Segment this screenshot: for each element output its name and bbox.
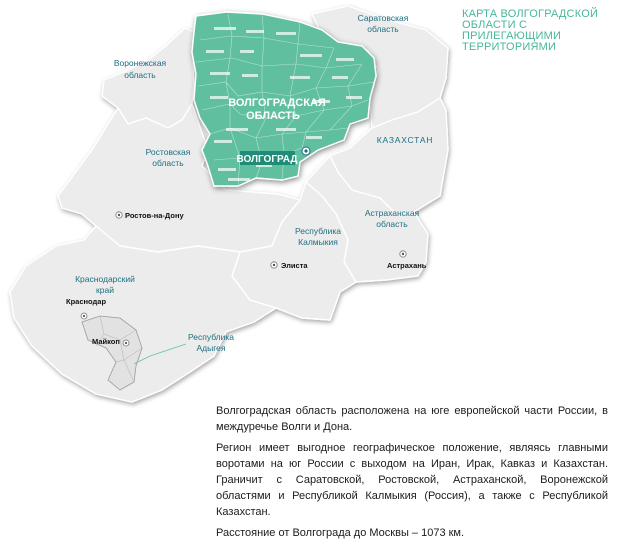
city-marker-astrakhan-icon[interactable] [400,251,406,257]
saratov-label-line2: область [367,24,399,34]
city-marker-krasnodar-icon[interactable] [81,313,87,319]
map-title-line3: ТЕРРИТОРИЯМИ [462,41,557,53]
krasnodar-label-line2: край [96,285,114,295]
voronezh-label-line2: область [124,70,156,80]
city-marker-elista-icon[interactable] [271,262,277,268]
kalmykia-label-line1: Республика [294,226,342,236]
city-label-krasnodar: Краснодар [66,297,107,306]
krasnodar-label-line1: Краснодарский [75,274,135,284]
city-label-rostov: Ростов-на-Дону [125,211,184,220]
description-paragraph-1: Волгоградская область расположена на юге европейской части России, в междуречье Волги и Дона. [216,405,608,433]
astrakhan-label-line1: Астраханская [364,208,420,218]
adygea-label-line1: Республика [187,332,235,342]
city-label-maykop: Майкоп [92,337,120,346]
city-marker-maykop-icon[interactable] [123,340,129,346]
kazakhstan-label: КАЗАХСТАН [376,135,434,145]
city-label-astrakhan: Астрахань [387,261,427,270]
map-title-line2: ОБЛАСТИ С ПРИЛЕГАЮЩИМИ [462,19,562,42]
saratov-label-line1: Саратовская [357,13,409,23]
capital-marker-icon[interactable] [302,147,310,155]
voronezh-label-line1: Воронежская [113,58,167,68]
rostov-label-line1: Ростовская [145,147,191,157]
city-marker-rostov-icon[interactable] [116,212,122,218]
volgograd-region-label-line2: ОБЛАСТЬ [246,110,300,122]
adygea-label-line2: Адыгея [196,343,226,353]
city-label-elista: Элиста [281,261,308,270]
capital-label: ВОЛГОГРАД [236,154,298,165]
description-paragraph-2: Регион имеет выгодное географическое положение, являясь главными воротами на юг России с выходом на Иран, Ирак, Кавказ и Казахстан. Граничит с Саратовской, Ростовской, Астраханской, Воронежской областями и Республикой Калмыкия (Россия), а также с Республикой Казахстан. [216,442,608,518]
astrakhan-label-line2: область [376,219,408,229]
volgograd-region-label-line1: ВОЛГОГРАДСКАЯ [228,97,326,109]
description-paragraph-3: Расстояние от Волгограда до Москвы – 1073 км. [216,527,465,539]
region-krasnodar [10,226,276,402]
map-title-line1: КАРТА ВОЛГОГРАДСКОЙ [462,8,599,20]
rostov-label-line2: область [152,158,184,168]
kalmykia-label-line2: Калмыкия [298,237,338,247]
